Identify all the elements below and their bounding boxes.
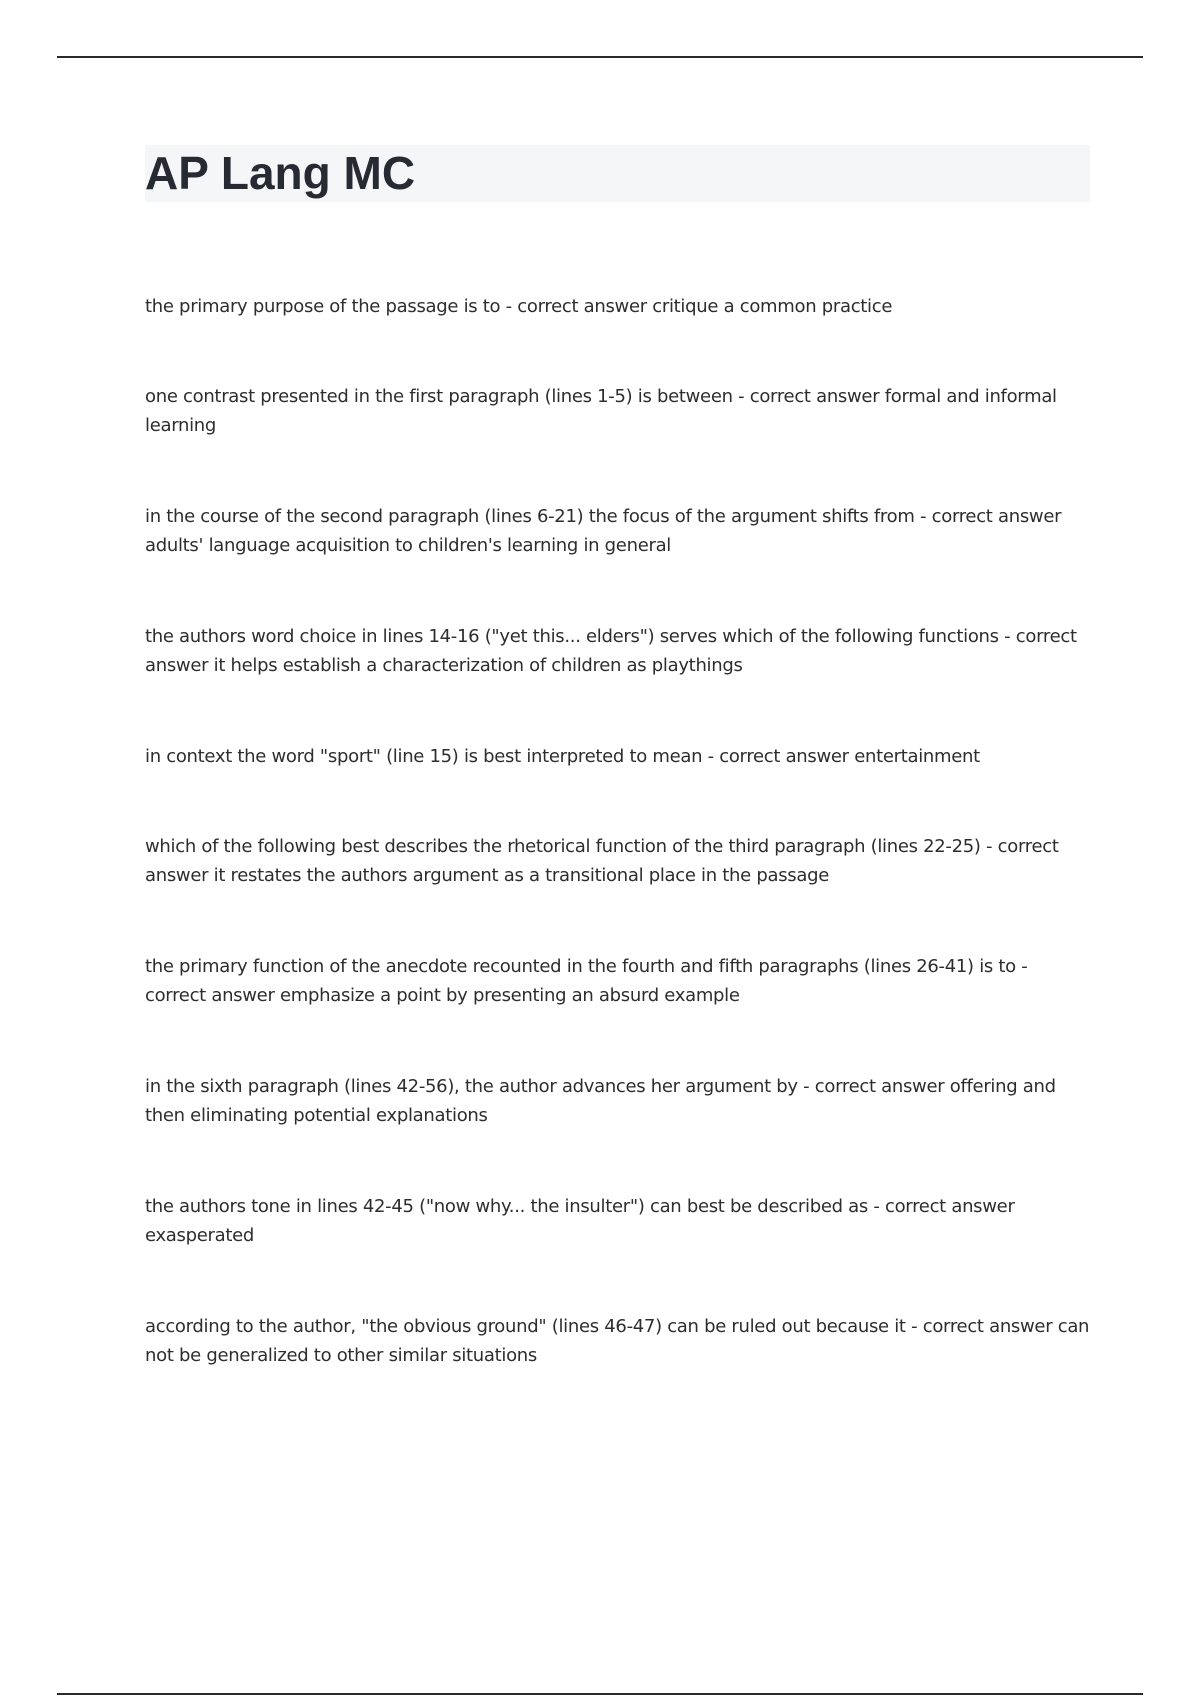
answer-separator: - correct answer bbox=[732, 386, 885, 407]
answer-separator: - correct answer bbox=[905, 1316, 1058, 1337]
header-rule bbox=[57, 56, 1143, 58]
answer-text: it restates the authors argument as a transitional place in the passage bbox=[213, 865, 829, 886]
question-text: which of the following best describes the rhetorical function of the third paragraph (lines 22-25) bbox=[145, 836, 981, 857]
qa-item bbox=[145, 1072, 1090, 1130]
qa-item bbox=[145, 742, 1090, 771]
document-title: AP Lang MC bbox=[145, 147, 416, 199]
answer-text: formal and informal learning bbox=[145, 386, 1057, 436]
qa-item bbox=[145, 1192, 1090, 1250]
qa-item bbox=[145, 952, 1090, 1010]
answer-separator: - correct answer bbox=[867, 1196, 1015, 1217]
qa-item bbox=[145, 622, 1090, 680]
question-text: the authors tone in lines 42-45 ("now why... the insulter") can best be described as bbox=[145, 1196, 868, 1217]
qa-item bbox=[145, 502, 1090, 560]
answer-text: can not be generalized to other similar situations bbox=[145, 1316, 1090, 1366]
answer-separator: - correct answer bbox=[145, 626, 1077, 676]
question-text: the authors word choice in lines 14-16 ("yet this... elders") serves which of the following functions bbox=[145, 626, 999, 647]
question-text: in the course of the second paragraph (lines 6-21) the focus of the argument shifts from bbox=[145, 506, 915, 527]
qa-item bbox=[145, 832, 1090, 890]
answer-separator: - correct answer bbox=[145, 836, 1059, 886]
qa-item bbox=[145, 1312, 1090, 1370]
question-text: in the sixth paragraph (lines 42-56), the author advances her argument by bbox=[145, 1076, 798, 1097]
answer-text: entertainment bbox=[854, 746, 980, 767]
footer-rule bbox=[57, 1693, 1143, 1695]
answer-text: emphasize a point by presenting an absurd example bbox=[279, 985, 740, 1006]
question-text: in context the word "sport" (line 15) is best interpreted to mean bbox=[145, 746, 703, 767]
question-text: the primary function of the anecdote recounted in the fourth and fifth paragraphs (lines 26-41) is to bbox=[145, 956, 1016, 977]
answer-text: adults' language acquisition to children's learning in general bbox=[145, 535, 671, 556]
question-text: one contrast presented in the first paragraph (lines 1-5) is between bbox=[145, 386, 733, 407]
answer-separator: - correct answer bbox=[797, 1076, 950, 1097]
answer-text: offering and then eliminating potential explanations bbox=[145, 1076, 1056, 1126]
answer-separator: - correct answer bbox=[914, 506, 1062, 527]
answer-text: exasperated bbox=[145, 1225, 255, 1246]
answer-separator: - correct answer bbox=[500, 296, 653, 317]
answer-separator: - correct answer bbox=[702, 746, 855, 767]
qa-item bbox=[145, 382, 1090, 440]
answer-separator: - correct answer bbox=[145, 956, 1028, 1006]
question-text: the primary purpose of the passage is to bbox=[145, 296, 501, 317]
answer-text: critique a common practice bbox=[652, 296, 893, 317]
question-text: according to the author, "the obvious ground" (lines 46-47) can be ruled out because it bbox=[145, 1316, 906, 1337]
answer-text: it helps establish a characterization of children as playthings bbox=[213, 655, 743, 676]
qa-item bbox=[145, 292, 1090, 321]
